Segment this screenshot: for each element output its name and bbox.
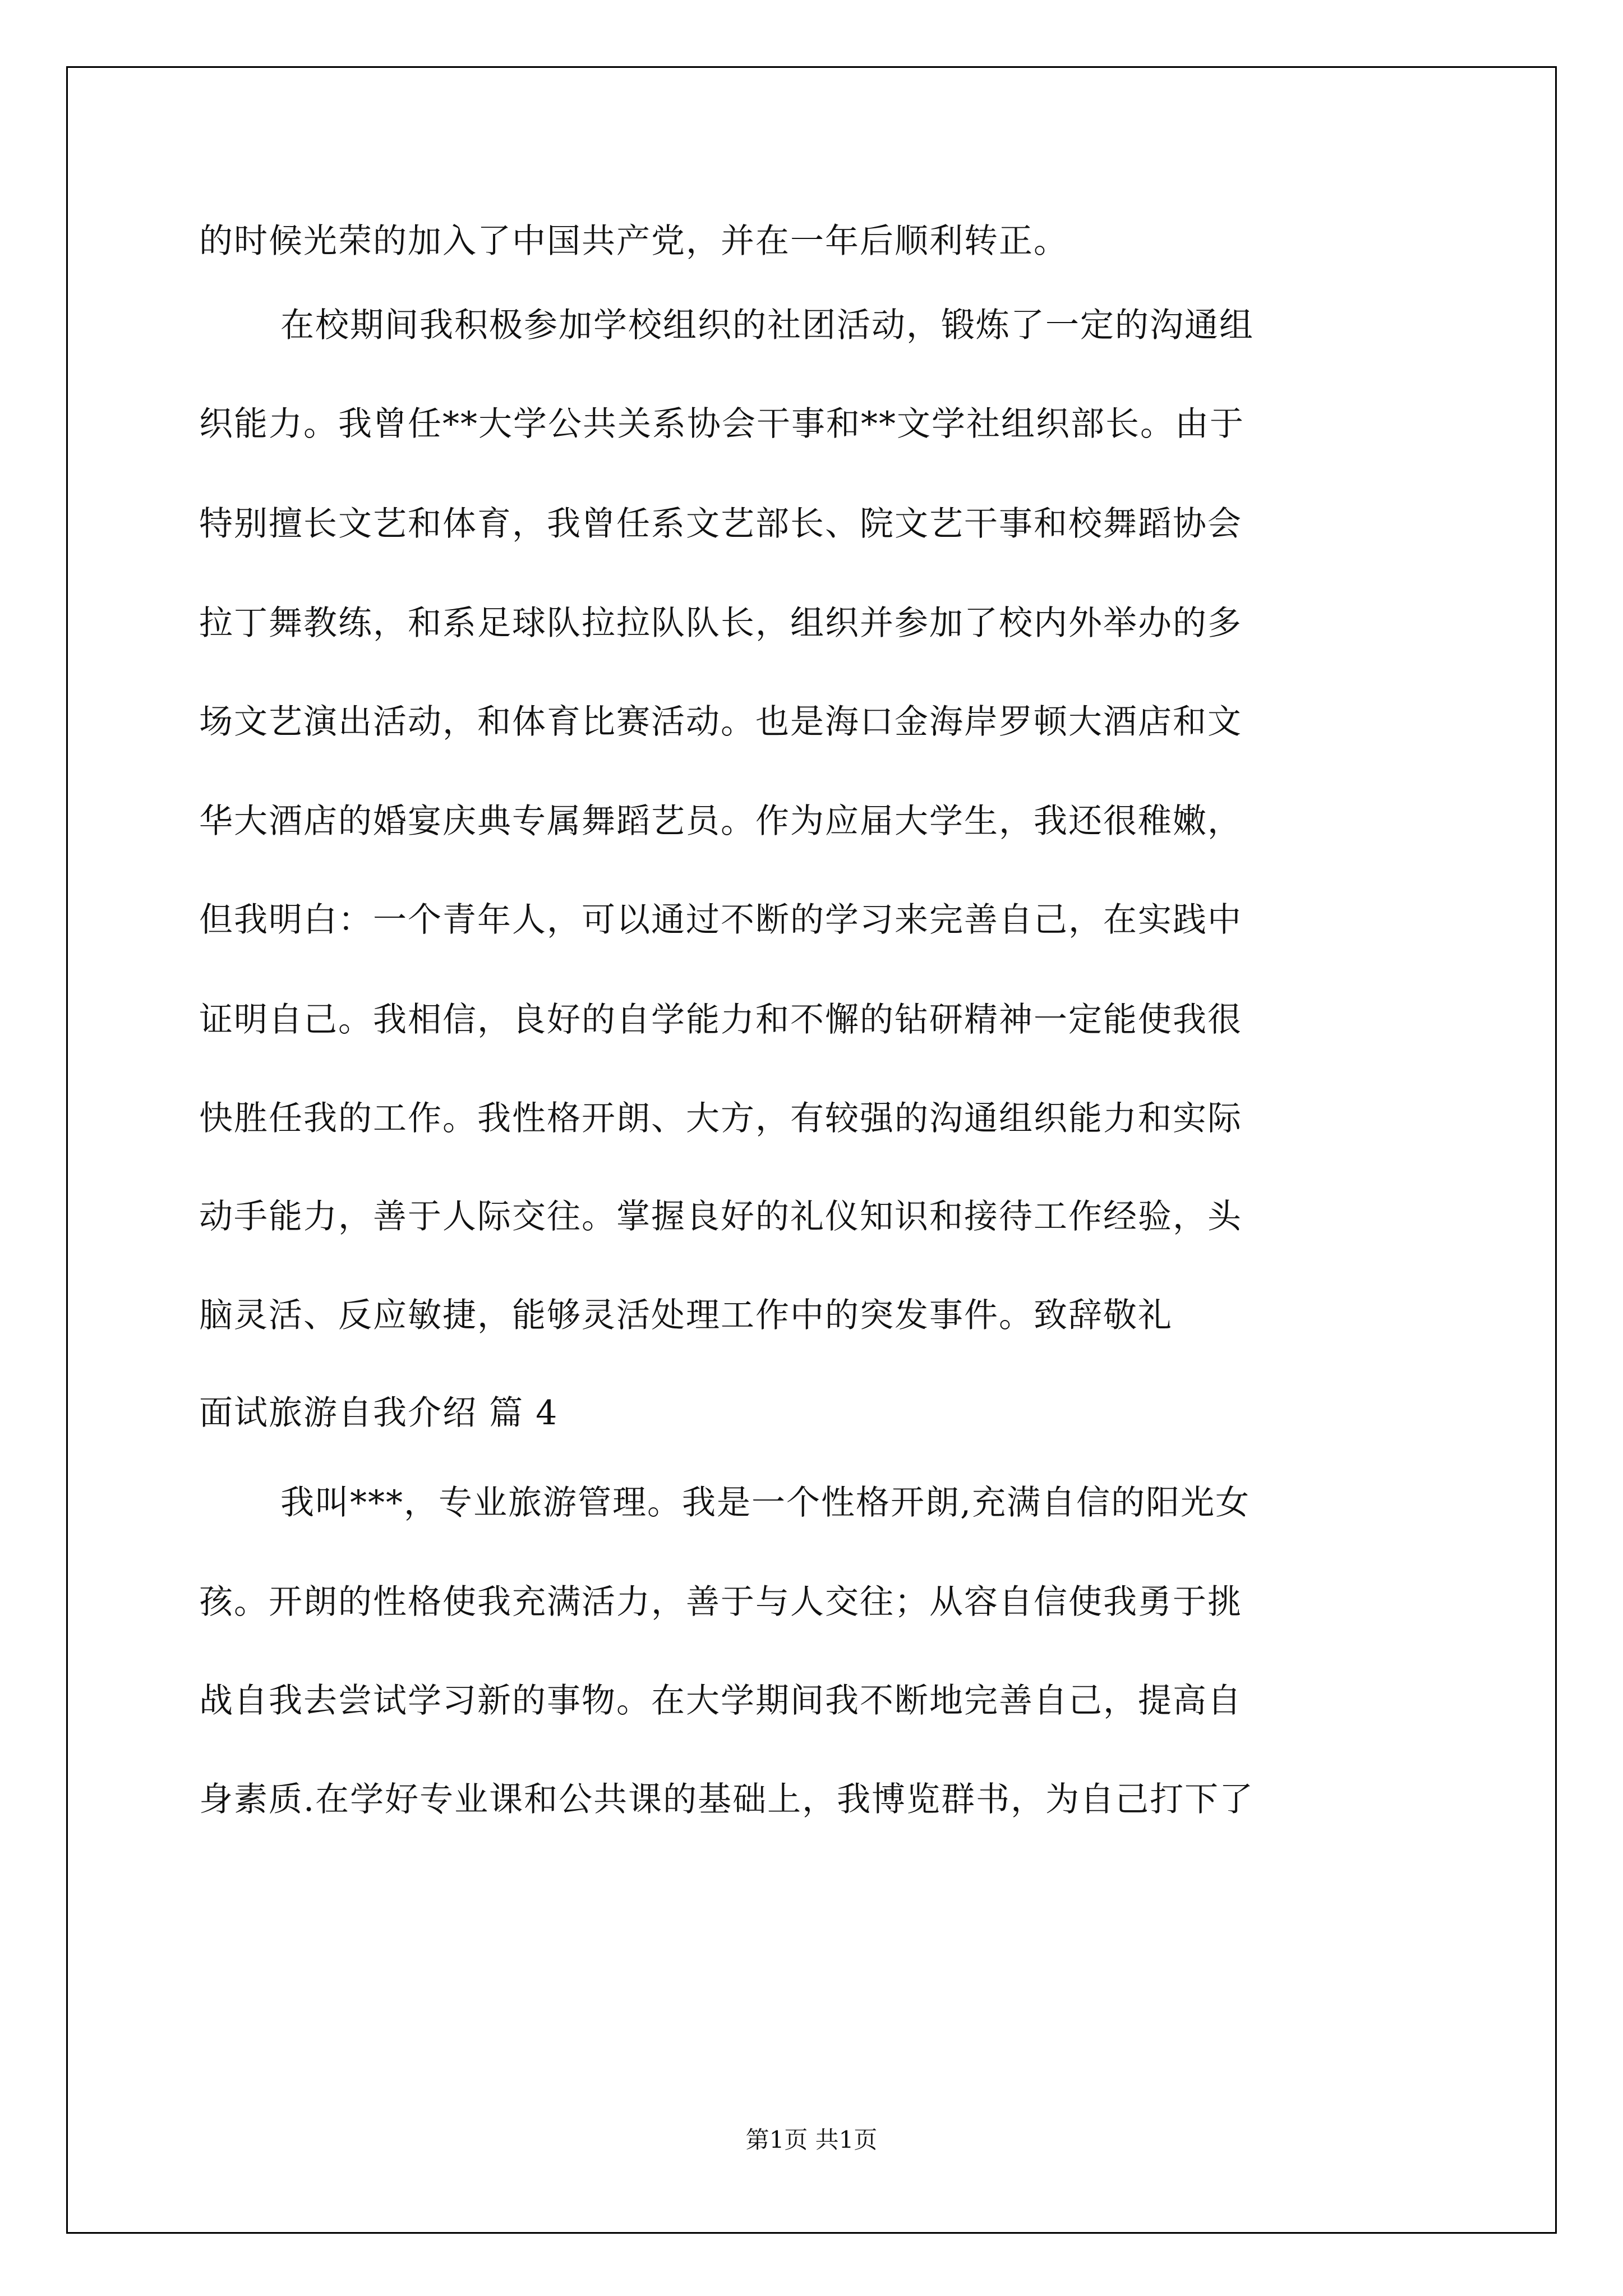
text-line-6: 场文艺演出活动，和体育比赛活动。也是海口金海岸罗顿大酒店和文: [199, 702, 1242, 742]
page-border: [66, 66, 1557, 2234]
text-line-5: 拉丁舞教练，和系足球队拉拉队队长，组织并参加了校内外举办的多: [199, 604, 1242, 643]
text-line-14: 我叫***，专业旅游管理。我是一个性格开朗,充满自信的阳光女: [280, 1483, 1251, 1522]
text-line-7: 华大酒店的婚宴庆典专属舞蹈艺员。作为应届大学生，我还很稚嫩，: [199, 802, 1242, 841]
text-line-11: 动手能力，善于人际交往。掌握良好的礼仪知识和接待工作经验，头: [199, 1197, 1242, 1236]
text-line-1: 的时候光荣的加入了中国共产党，并在一年后顺利转正。: [199, 222, 1068, 261]
text-line-15: 孩。开朗的性格使我充满活力，善于与人交往；从容自信使我勇于挑: [199, 1582, 1242, 1622]
text-line-17: 身素质.在学好专业课和公共课的基础上，我博览群书，为自己打下了: [199, 1780, 1255, 1819]
text-line-12: 脑灵活、反应敏捷，能够灵活处理工作中的突发事件。致辞敬礼: [199, 1296, 1173, 1335]
text-line-4: 特别擅长文艺和体育，我曾任系文艺部长、院文艺干事和校舞蹈协会: [199, 504, 1242, 544]
text-line-3: 织能力。我曾任**大学公共关系协会干事和**文学社组织部长。由于: [199, 404, 1244, 444]
text-line-16: 战自我去尝试学习新的事物。在大学期间我不断地完善自己，提高自: [199, 1681, 1242, 1720]
text-line-10: 快胜任我的工作。我性格开朗、大方，有较强的沟通组织能力和实际: [199, 1099, 1242, 1138]
text-line-8: 但我明白：一个青年人，可以通过不断的学习来完善自己，在实践中: [199, 900, 1242, 940]
text-line-9: 证明自己。我相信，良好的自学能力和不懈的钻研精神一定能使我很: [199, 1000, 1242, 1039]
text-line-2: 在校期间我积极参加学校组织的社团活动，锻炼了一定的沟通组: [280, 306, 1254, 345]
page-footer: 第1页 共1页: [745, 2126, 878, 2154]
text-line-13: 面试旅游自我介绍 篇 4: [199, 1393, 559, 1433]
